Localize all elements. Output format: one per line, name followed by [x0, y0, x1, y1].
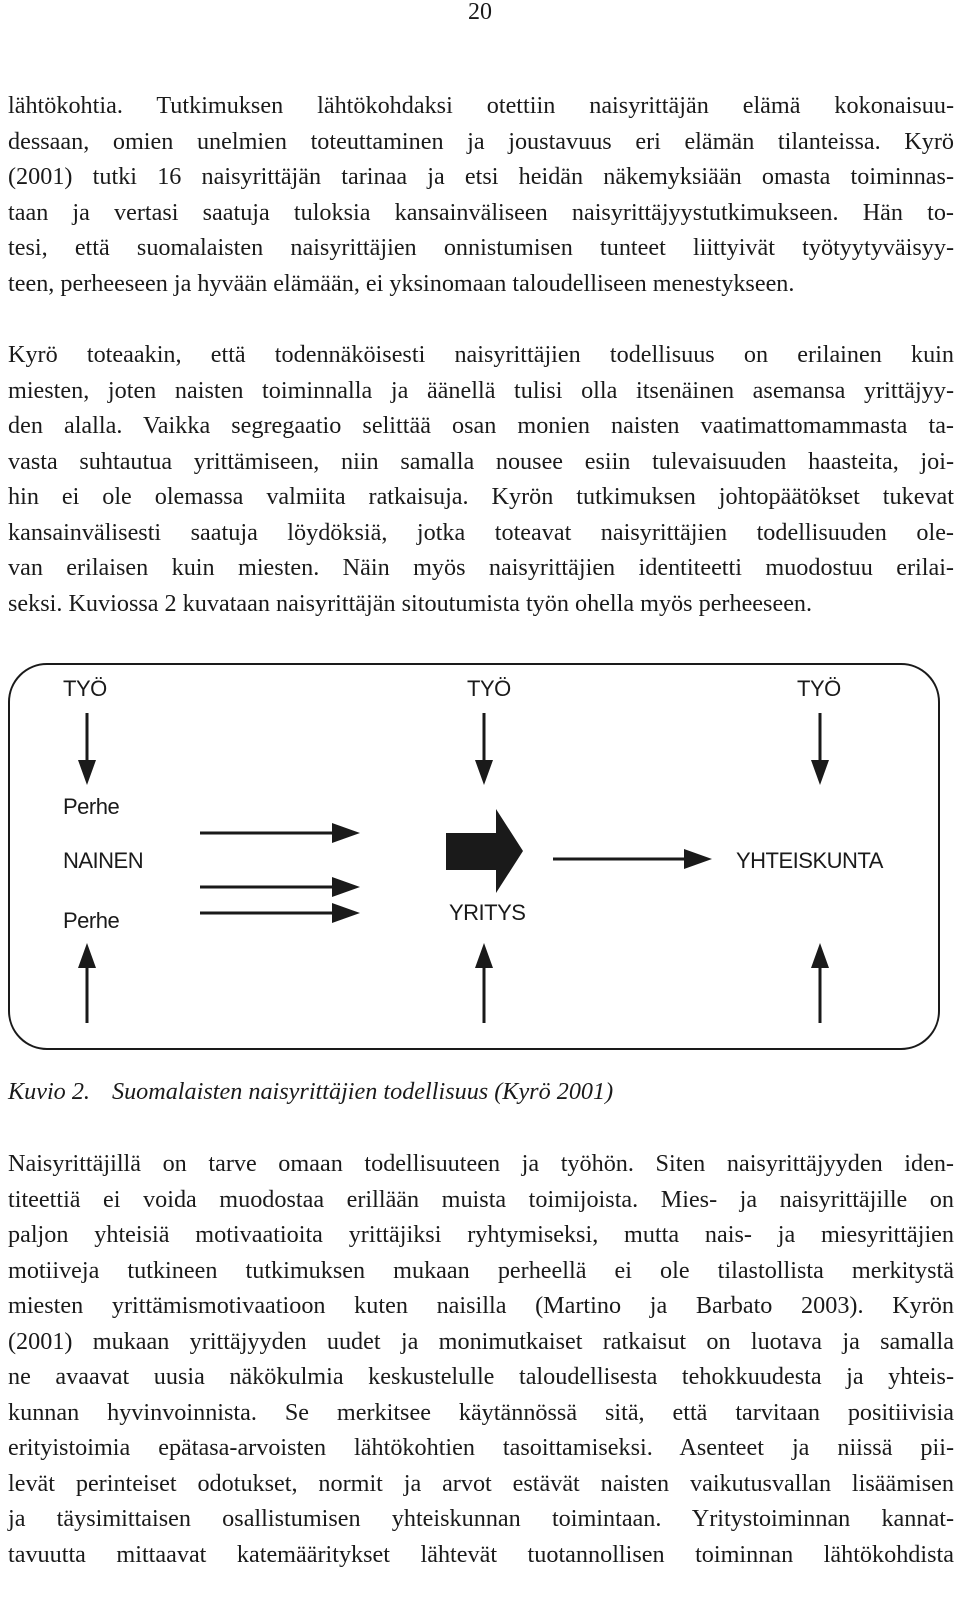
text-line: miesten yrittämismotivaatioon kuten naisilla (Martino ja Barbato 2003). Kyrön: [8, 1292, 954, 1319]
arrow-up-icon: [78, 943, 96, 1023]
text-line: tavuutta mittaavat katemääritykset lähtevät tuotannollisen toiminnan lähtökohdista: [8, 1540, 954, 1568]
label-perhe-top: Perhe: [63, 794, 120, 819]
label-tyo-2: TYÖ: [467, 676, 511, 701]
text-line: motiiveja tutkineen tutkimuksen mukaan perheellä ei ole tilastollista merkitystä: [8, 1256, 954, 1284]
text-line: Kyrö toteaakin, että todennäköisesti naisyrittäjien todellisuus on erilainen kuin: [8, 341, 954, 368]
text-line: titeettiä ei voida muodostaa erillään muista toimijoista. Mies- ja naisyrittäjille on: [8, 1185, 954, 1213]
text-line: teen, perheeseen ja hyvään elämään, ei yksinomaan taloudelliseen menestykseen.: [8, 269, 795, 297]
page-number: 20: [468, 0, 492, 25]
text-line: hin ei ole olemassa valmiita ratkaisuja. Kyrön tutkimuksen johtopäätökset tukevat: [8, 483, 954, 510]
paragraph-1: [8, 88, 954, 301]
text-line: Naisyrittäjillä on tarve omaan todellisuuteen ja työhön. Siten naisyrittäjyyden iden-: [8, 1150, 954, 1177]
arrow-right-icon: [200, 903, 360, 923]
label-nainen: NAINEN: [63, 848, 144, 873]
text-line: den alalla. Vaikka segregaatio selittää osan monien naisten vaatimattomammasta ta-: [8, 412, 954, 439]
label-yritys: YRITYS: [449, 900, 526, 925]
text-line: paljon yhteisiä motivaatioita yrittäjiksi ryhtymiseksi, mutta nais- ja miesyrittäjien: [8, 1221, 954, 1248]
text-line: (2001) tutki 16 naisyrittäjän tarinaa ja etsi heidän näkemyksiään omasta toiminnas-: [8, 163, 954, 190]
thick-arrow-right-icon: [446, 809, 523, 893]
diagram-canvas: [8, 663, 940, 1050]
arrow-up-icon: [475, 943, 493, 1023]
figure-caption: [8, 1074, 613, 1109]
text-line: miesten, joten naisten toiminnalla ja äänellä tulisi olla itsenäinen asemansa yrittäjyy-: [8, 376, 954, 404]
arrow-right-icon: [200, 823, 360, 843]
figure-diagram: [8, 663, 940, 1050]
caption-label: Kuvio 2.: [8, 1078, 90, 1105]
arrow-down-icon: [475, 713, 493, 785]
text-line: van erilaisen kuin miesten. Näin myös naisyrittäjien identiteetti muodostuu erilai-: [8, 554, 954, 581]
label-tyo-3: TYÖ: [797, 676, 841, 701]
caption-text: Suomalaisten naisyrittäjien todellisuus (Kyrö 2001): [111, 1078, 614, 1105]
text-line: lähtökohtia. Tutkimuksen lähtökohdaksi otettiin naisyrittäjän elämä kokonaisuu-: [8, 92, 954, 119]
text-line: tesi, että suomalaisten naisyrittäjien onnistumisen tunteet liittyivät työtyytyväisyy-: [8, 234, 954, 261]
arrow-down-icon: [811, 713, 829, 785]
label-yhteiskunta: YHTEISKUNTA: [736, 848, 883, 873]
label-tyo-1: TYÖ: [63, 676, 107, 701]
paragraph-3: [8, 1146, 954, 1572]
text-line: kunnan hyvinvoinnista. Se merkitsee käytännössä sitä, että tarvitaan positiivisia: [8, 1398, 954, 1426]
arrow-up-icon: [811, 943, 829, 1023]
text-line: ja täysimittaisen osallistumisen yhteiskunnan toimintaan. Yritystoiminnan kannat-: [8, 1505, 954, 1532]
text-line: seksi. Kuviossa 2 kuvataan naisyrittäjän sitoutumista työn ohella myös perheeseen.: [8, 589, 813, 617]
text-line: kansainvälisesti saatuja löydöksiä, jotka toteavat naisyrittäjien todellisuuden ole-: [8, 518, 954, 546]
paragraph-2: [8, 337, 954, 621]
text-line: levät perinteiset odotukset, normit ja arvot estävät naisten vaikutusvallan lisäämisen: [8, 1469, 954, 1497]
text-line: taan ja vertasi saatuja tuloksia kansainväliseen naisyrittäjyystutkimukseen. Hän to-: [8, 198, 954, 226]
text-line: vasta suhtautua yrittämiseen, niin samalla nousee esiin tulevaisuuden haasteita, joi-: [8, 447, 954, 475]
label-perhe-bottom: Perhe: [63, 908, 120, 933]
text-line: (2001) mukaan yrittäjyyden uudet ja monimutkaiset ratkaisut on luotava ja samalla: [8, 1327, 954, 1355]
text-line: dessaan, omien unelmien toteuttaminen ja joustavuus eri elämän tilanteissa. Kyrö: [8, 127, 954, 155]
arrow-right-icon: [200, 877, 360, 897]
arrow-right-icon: [553, 849, 712, 869]
arrow-down-icon: [78, 713, 96, 785]
text-line: ne avaavat uusia näkökulmia keskustelulle taloudellisesta tehokkuudesta ja yhteis-: [8, 1363, 954, 1390]
text-line: erityistoimia epätasa-arvoisten lähtökohtien tasoittamiseksi. Asenteet ja niissä pii-: [8, 1434, 954, 1461]
